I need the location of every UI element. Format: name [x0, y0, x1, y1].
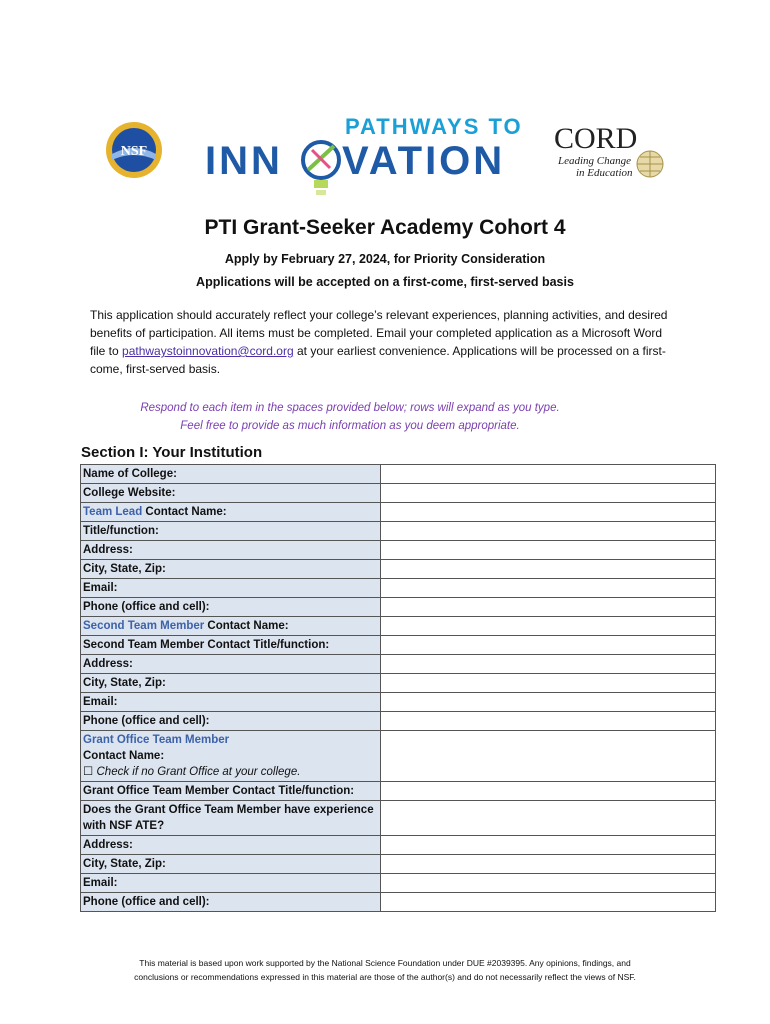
no-grant-office-checkbox[interactable]: ☐ Check if no Grant Office at your college.	[83, 766, 301, 778]
table-row	[81, 579, 716, 598]
field-label: Second Team Member Contact Title/function:	[81, 636, 381, 655]
table-row	[81, 503, 716, 522]
grant-office-title-field[interactable]	[381, 782, 716, 801]
team-lead-address-field[interactable]	[381, 541, 716, 560]
grant-office-name-field[interactable]	[381, 731, 716, 782]
team-lead-title-field[interactable]	[381, 522, 716, 541]
acceptance-subtitle: Applications will be accepted on a first-come, first-served basis	[196, 275, 574, 289]
team-lead-name-field[interactable]	[381, 503, 716, 522]
table-row	[81, 541, 716, 560]
second-member-email-field[interactable]	[381, 693, 716, 712]
table-row	[81, 731, 716, 782]
field-label	[81, 617, 381, 636]
second-member-label: Second Team Member	[83, 620, 205, 632]
table-row	[81, 674, 716, 693]
table-row	[81, 782, 716, 801]
intro-text-part1: This application should accurately reflect your college’s relevant experiences, planning activities, and desired benefits of participation. All items must be completed. Email your completed application as a Microsoft Word file to	[90, 308, 668, 358]
cord-tagline-2: in Education	[576, 167, 633, 179]
table-row	[81, 693, 716, 712]
cord-tagline-1: Leading Change	[558, 155, 632, 167]
pti-logo-left-text: INN	[205, 139, 283, 183]
field-label: City, State, Zip:	[81, 674, 381, 693]
table-row	[81, 484, 716, 503]
table-row	[81, 893, 716, 912]
field-label: Grant Office Team Member Contact Title/function:	[81, 782, 381, 801]
second-member-city-field[interactable]	[381, 674, 716, 693]
footer-line-1: This material is based upon work supported by the National Science Foundation under DUE #2039395. Any opinions, findings, and	[139, 958, 631, 968]
field-label: College Website:	[81, 484, 381, 503]
footer-disclaimer	[0, 956, 770, 984]
logo-bar	[0, 0, 770, 210]
intro-text-part2: at your earliest convenience. Applications will be processed on a first-come, first-served basis.	[90, 344, 666, 376]
table-row	[81, 522, 716, 541]
college-website-field[interactable]	[381, 484, 716, 503]
grant-office-nsf-experience-field[interactable]	[381, 801, 716, 836]
field-label: Phone (office and cell):	[81, 893, 381, 912]
table-row	[81, 855, 716, 874]
second-member-name-field[interactable]	[381, 617, 716, 636]
field-label-rest: Contact Name:	[142, 506, 227, 518]
table-row	[81, 655, 716, 674]
table-row	[81, 836, 716, 855]
field-label: Phone (office and cell):	[81, 598, 381, 617]
field-label: Address:	[81, 836, 381, 855]
college-name-field[interactable]	[381, 465, 716, 484]
table-row	[81, 636, 716, 655]
grant-office-phone-field[interactable]	[381, 893, 716, 912]
field-label: City, State, Zip:	[81, 560, 381, 579]
second-member-phone-field[interactable]	[381, 712, 716, 731]
table-row	[81, 874, 716, 893]
table-row	[81, 560, 716, 579]
nsf-logo-text: NSF	[120, 144, 148, 159]
instruction-note-1: Respond to each item in the spaces provided below; rows will expand as you type.	[140, 402, 560, 414]
field-label: Title/function:	[81, 522, 381, 541]
team-lead-phone-field[interactable]	[381, 598, 716, 617]
table-row	[81, 617, 716, 636]
section-title: Section I: Your Institution	[81, 444, 263, 461]
field-label: Phone (office and cell):	[81, 712, 381, 731]
page-title: PTI Grant-Seeker Academy Cohort 4	[204, 216, 566, 239]
field-label: Address:	[81, 541, 381, 560]
second-member-address-field[interactable]	[381, 655, 716, 674]
grant-office-address-field[interactable]	[381, 836, 716, 855]
table-row	[81, 712, 716, 731]
deadline-subtitle: Apply by February 27, 2024, for Priority Consideration	[224, 252, 546, 266]
grant-office-email-field[interactable]	[381, 874, 716, 893]
contact-email-link[interactable]: pathwaystoinnovation@cord.org	[122, 344, 294, 358]
field-label: Address:	[81, 655, 381, 674]
footer-line-2: conclusions or recommendations expressed in this material are those of the author(s) and do not necessarily reflect the views of NSF.	[134, 972, 636, 982]
pti-logo-right-text: VATION	[342, 139, 506, 183]
grant-office-city-field[interactable]	[381, 855, 716, 874]
intro-paragraph	[90, 306, 670, 378]
cord-logo	[548, 120, 668, 182]
pti-logo-top-text: PATHWAYS TO	[345, 114, 523, 139]
nsf-logo	[104, 120, 164, 180]
pathways-to-innovation-logo	[200, 112, 530, 200]
table-row	[81, 598, 716, 617]
field-label	[81, 731, 381, 782]
field-label: Email:	[81, 874, 381, 893]
team-lead-label: Team Lead	[83, 506, 143, 518]
grant-office-member-label: Grant Office Team Member	[83, 734, 230, 746]
institution-form-table	[80, 464, 716, 912]
field-label: Does the Grant Office Team Member have experience with NSF ATE?	[81, 801, 381, 836]
field-label: City, State, Zip:	[81, 855, 381, 874]
field-label: Email:	[81, 579, 381, 598]
cord-logo-text: CORD	[554, 122, 638, 155]
field-label: Email:	[81, 693, 381, 712]
field-label-rest: Contact Name:	[83, 750, 165, 762]
lightbulb-icon	[303, 142, 339, 195]
second-member-title-field[interactable]	[381, 636, 716, 655]
field-label	[81, 503, 381, 522]
team-lead-email-field[interactable]	[381, 579, 716, 598]
table-row	[81, 801, 716, 836]
field-label: Name of College:	[81, 465, 381, 484]
team-lead-city-field[interactable]	[381, 560, 716, 579]
table-row	[81, 465, 716, 484]
globe-icon	[637, 151, 663, 177]
instruction-note-2: Feel free to provide as much information as you deem appropriate.	[180, 420, 520, 432]
field-label-rest: Contact Name:	[204, 620, 289, 632]
